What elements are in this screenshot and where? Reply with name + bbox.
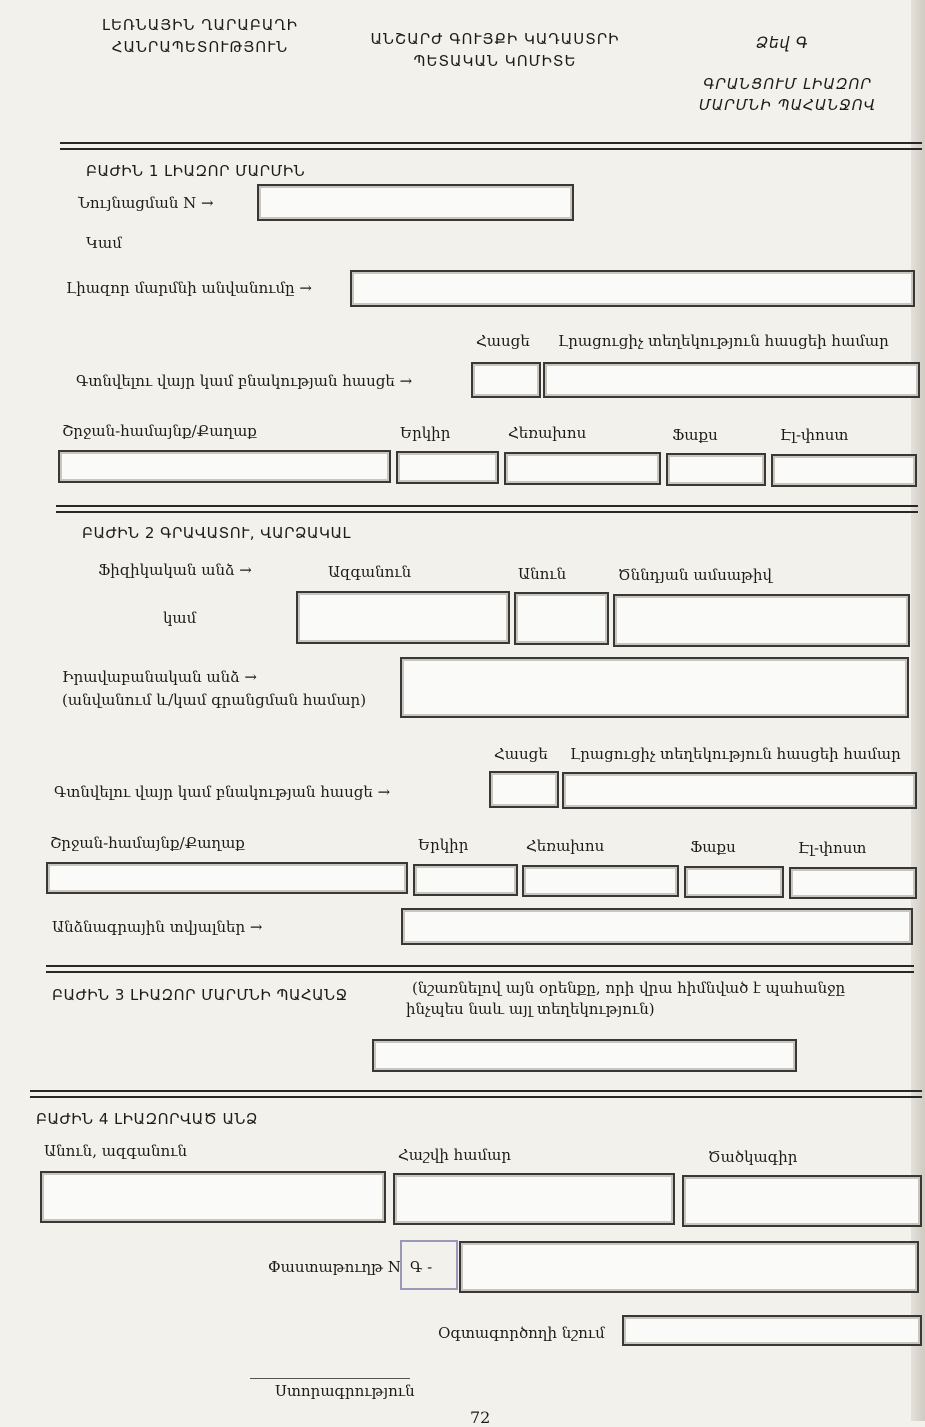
email-field[interactable] xyxy=(771,454,917,487)
address-extra-field[interactable] xyxy=(543,362,920,398)
country-label: Երկիր xyxy=(400,424,451,442)
divider xyxy=(56,505,918,507)
org-name-line1: ԼԵՌՆԱՅԻՆ ՂԱՐԱԲԱՂԻ xyxy=(101,16,299,34)
phone-field[interactable] xyxy=(504,452,661,485)
divider xyxy=(60,148,922,150)
section1-title: ԲԱԺԻՆ 1 ԼԻԱԶՈՐ ՄԱՐՄԻՆ xyxy=(86,162,306,180)
authority-name-field[interactable] xyxy=(350,270,915,307)
authority-id-field[interactable] xyxy=(257,184,574,221)
passport-field[interactable] xyxy=(401,908,913,945)
section3-title: ԲԱԺԻՆ 3 ԼԻԱԶՈՐ ՄԱՐՄՆԻ ՊԱՀԱՆՋ xyxy=(52,986,348,1004)
form-title-line1: ԳՐԱՆՑՈՒՄ ԼԻԱԶՈՐ xyxy=(703,75,872,93)
birthdate-label: Ծննդյան ամսաթիվ xyxy=(618,566,772,584)
divider xyxy=(46,965,914,967)
divider xyxy=(56,511,918,513)
address-house-field[interactable] xyxy=(489,771,559,808)
physical-person-label: Ֆիզիկական անձ → xyxy=(98,561,252,579)
divider xyxy=(30,1090,922,1092)
operator-note-field[interactable] xyxy=(622,1315,922,1346)
email-label: Էլ-փոստ xyxy=(798,839,867,857)
legal-entity-note: (անվանում և/կամ գրանցման համար) xyxy=(62,691,367,709)
or-label: կամ xyxy=(163,609,197,627)
district-field[interactable] xyxy=(46,862,408,894)
fax-label: Ֆաքս xyxy=(672,426,718,444)
phone-label: Հեռախոս xyxy=(526,837,605,855)
passport-label: Անձնագրային տվյալներ → xyxy=(52,918,263,936)
code-label: Ծածկագիր xyxy=(708,1148,798,1166)
address-label: Գտնվելու վայր կամ բնակության հասցե → xyxy=(54,783,391,801)
fax-field[interactable] xyxy=(666,453,766,486)
operator-note-label: Օգտագործողի նշում xyxy=(438,1324,605,1342)
fax-field[interactable] xyxy=(684,866,784,898)
form-code: Ձեվ Գ xyxy=(756,33,809,52)
page-number: 72 xyxy=(470,1408,491,1427)
authority-claim-field[interactable] xyxy=(372,1039,797,1072)
section4-title: ԲԱԺԻՆ 4 ԼԻԱԶՈՐՎԱԾ ԱՆՁ xyxy=(36,1110,258,1128)
surname-label: Ազգանուն xyxy=(328,563,412,581)
address-extra-label: Լրացուցիչ տեղեկություն հասցեի համար xyxy=(558,332,889,350)
document-number-field[interactable] xyxy=(459,1241,919,1293)
country-field[interactable] xyxy=(413,864,518,896)
phone-field[interactable] xyxy=(522,865,679,897)
legal-entity-field[interactable] xyxy=(400,657,909,718)
section3-note-line2: ինչպես նաև այլ տեղեկություն) xyxy=(406,1000,655,1018)
phone-label: Հեռախոս xyxy=(508,424,587,442)
country-field[interactable] xyxy=(396,451,499,484)
document-prefix-frame xyxy=(400,1240,458,1290)
divider xyxy=(46,971,914,973)
account-number-label: Հաշվի համար xyxy=(398,1146,511,1164)
legal-entity-label: Իրավաբանական անձ → xyxy=(62,668,257,686)
address-label: Գտնվելու վայր կամ բնակության հասցե → xyxy=(76,372,413,390)
house-label: Հասցե xyxy=(476,332,530,350)
address-extra-field[interactable] xyxy=(562,772,917,809)
code-field[interactable] xyxy=(682,1175,922,1227)
org-name-line2: ՀԱՆՐԱՊԵՏՈՒԹՅՈՒՆ xyxy=(111,38,289,56)
section2-title: ԲԱԺԻՆ 2 ԳՐԱՎԱՏՈՒ, ՎԱՐՁԱԿԱԼ xyxy=(82,524,351,542)
email-field[interactable] xyxy=(789,867,917,899)
address-house-field[interactable] xyxy=(471,362,541,398)
document-prefix: Գ - xyxy=(410,1258,433,1276)
signature-label: Ստորագրություն xyxy=(275,1382,415,1400)
id-number-label: Նույնացման N → xyxy=(78,194,214,212)
registry-name-line1: ԱՆՇԱՐԺ ԳՈՒՅՔԻ ԿԱԴԱՍՏՐԻ xyxy=(370,30,620,48)
person-name-field[interactable] xyxy=(40,1171,386,1223)
district-field[interactable] xyxy=(58,450,391,483)
account-number-field[interactable] xyxy=(393,1173,675,1225)
authority-name-label: Լիազոր մարմնի անվանումը → xyxy=(66,279,312,297)
house-label: Հասցե xyxy=(494,745,548,763)
registry-name-line2: ՊԵՏԱԿԱՆ ԿՈՄԻՏԵ xyxy=(413,52,577,70)
fax-label: Ֆաքս xyxy=(690,838,736,856)
address-extra-label: Լրացուցիչ տեղեկություն հասցեի համար xyxy=(570,745,901,763)
divider xyxy=(60,142,922,144)
person-name-label: Անուն, ազգանուն xyxy=(44,1142,188,1160)
birthdate-field[interactable] xyxy=(613,594,910,647)
form-title-line2: ՄԱՐՄՆԻ ՊԱՀԱՆՋՈՎ xyxy=(698,96,877,114)
country-label: Երկիր xyxy=(418,836,469,854)
or-label: Կամ xyxy=(86,234,122,252)
surname-field[interactable] xyxy=(296,591,510,644)
document-number-label: Փաստաթուղթ N xyxy=(268,1258,401,1276)
signature-line[interactable] xyxy=(250,1378,410,1379)
divider xyxy=(30,1096,922,1098)
district-label: Շրջան-համայնք/Քաղաք xyxy=(50,834,245,852)
district-label: Շրջան-համայնք/Քաղաք xyxy=(62,422,257,440)
email-label: Էլ-փոստ xyxy=(780,426,849,444)
section3-note-line1: (նշառնելով այն օրենքը, որի վրա հիմնված է պահանջը xyxy=(412,979,846,997)
firstname-label: Անուն xyxy=(518,565,567,583)
firstname-field[interactable] xyxy=(514,592,609,645)
